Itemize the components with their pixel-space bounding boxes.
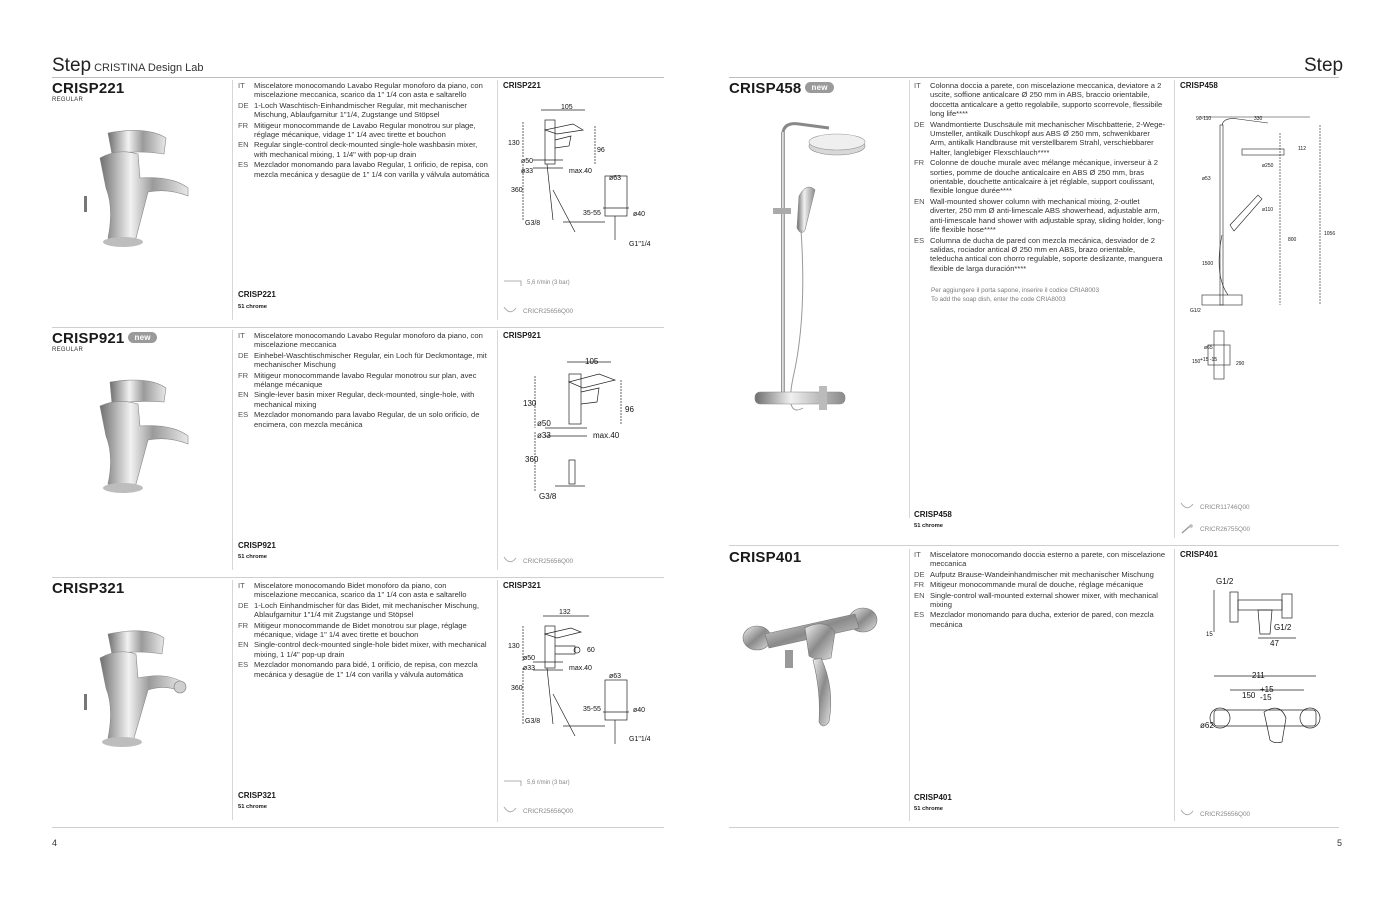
dim-label: +15 xyxy=(1260,685,1274,694)
technical-drawing xyxy=(515,352,645,504)
dim-label: 150 xyxy=(1192,359,1201,365)
dim-label: 47 xyxy=(1270,639,1279,648)
technical-drawing xyxy=(503,100,663,255)
dim-label: max.40 xyxy=(569,665,592,672)
dim-label: 360 xyxy=(511,685,523,692)
product-code: CRISP321 xyxy=(52,580,125,597)
brand-name: Step xyxy=(1304,55,1344,76)
dim-label: max.40 xyxy=(569,168,592,175)
accessory-item: CRICR11746Q00 xyxy=(1180,502,1250,512)
technical-drawing xyxy=(1180,105,1340,395)
hose-icon xyxy=(1180,809,1194,819)
new-badge: new xyxy=(128,332,156,343)
hose-icon xyxy=(1180,502,1194,512)
dim-label: ø50 xyxy=(523,655,536,662)
dim-label: 15 xyxy=(1206,632,1213,638)
dim-label: 35-55 xyxy=(583,706,601,713)
dim-label: ø110 xyxy=(1262,207,1274,213)
product-code: CRISP221 xyxy=(52,80,125,97)
flow-rate: 5,6 ℓ/min (3 bar) xyxy=(503,278,570,287)
dim-label: ø63 xyxy=(609,175,622,182)
dim-label: G1/2 xyxy=(1190,308,1201,314)
column-divider xyxy=(909,80,910,518)
flow-rate: 5,6 ℓ/min (3 bar) xyxy=(503,778,570,787)
hand-shower-icon xyxy=(1180,524,1194,534)
accessory-item: CRICR26755Q00 xyxy=(1180,524,1250,534)
dim-label: G3/8 xyxy=(539,492,557,501)
dim-label: ø33 xyxy=(523,665,536,672)
finish-code: CRISP401 xyxy=(914,793,952,802)
shower-mixer-image xyxy=(735,598,885,738)
page-number: 4 xyxy=(52,838,58,848)
shower-column-image xyxy=(747,118,877,488)
dim-label: 130 xyxy=(508,140,520,147)
dim-label: G1"1/4 xyxy=(629,241,651,248)
hose-icon xyxy=(503,306,517,316)
section-rule xyxy=(52,327,664,328)
left-header-title xyxy=(52,55,204,77)
dim-label: 105 xyxy=(585,357,599,366)
finish-label: 51 chrome xyxy=(914,523,943,529)
product-code: CRISP921 new xyxy=(52,330,157,347)
dim-label: ø62 xyxy=(1200,721,1214,730)
dim-label: 35-55 xyxy=(583,210,601,217)
technical-drawing-title: CRISP401 xyxy=(1180,550,1218,559)
new-badge: new xyxy=(805,82,833,93)
hose-icon xyxy=(503,556,517,566)
header-rule xyxy=(729,77,1339,78)
dim-label: ø40 xyxy=(633,211,646,218)
product-code: CRISP401 xyxy=(729,549,802,566)
basin-mixer-image xyxy=(78,118,198,258)
column-divider xyxy=(497,330,498,570)
product-variant: REGULAR xyxy=(52,97,84,103)
column-divider xyxy=(232,80,233,320)
brand-subtitle: CRISTINA Design Lab xyxy=(94,62,204,74)
accessory-item: CRICR25656Q00 xyxy=(503,306,573,316)
finish-code: CRISP921 xyxy=(238,541,276,550)
column-divider xyxy=(909,549,910,821)
technical-drawing-title: CRISP458 xyxy=(1180,81,1218,90)
dim-label: ø65 xyxy=(1204,345,1213,351)
dim-label: ø63 xyxy=(609,673,622,680)
dim-label: G3/8 xyxy=(525,220,541,227)
hose-icon xyxy=(503,806,517,816)
section-rule xyxy=(729,545,1339,546)
page-number: 5 xyxy=(1337,838,1343,848)
dim-label: 112 xyxy=(1298,146,1306,152)
technical-drawing xyxy=(1200,572,1330,752)
brand-name: Step xyxy=(52,55,92,76)
column-divider xyxy=(497,80,498,320)
technical-drawing-title: CRISP921 xyxy=(503,331,541,340)
bidet-mixer-image xyxy=(78,620,198,755)
finish-code: CRISP221 xyxy=(238,290,276,299)
dim-label: 330 xyxy=(1254,116,1263,122)
footer-rule xyxy=(52,827,664,828)
right-header-title xyxy=(1304,55,1343,77)
dim-label: 130 xyxy=(508,643,520,650)
product-variant: REGULAR xyxy=(52,347,84,353)
dim-label: ø33 xyxy=(521,168,534,175)
dim-label: G3/8 xyxy=(525,718,541,725)
dim-label: ø250 xyxy=(1262,163,1274,169)
section-rule xyxy=(52,577,664,578)
product-descriptions: IT Miscelatore monocomando Lavabo Regular monoforo da piano, con miscelazione meccanica, scarico da 1" 1/4 con asta e saltarello DE 1-Loch Waschtisch-Einhandmischer Regular, mit mechanischer Mischung, Ablaufgarnitur 1"1/4, Zugstange und Stöpsel FR Mitigeur monocommande de Lavabo Regular monotrou sur plage, réglage mécanique, vidage 1" 1/4 avec tirette et bouchon EN Regular single-control deck-mounted single-hole washbasin mixer, with mechanical mixing, 1 1/4" with pop-up drain ES Mezclador monomando para lavabo Regular, 1 orificio, de repisa, con mezcla mecánica y desagüe de 1" 1/4 con varilla y válvula automática xyxy=(238,81,490,179)
dim-label: 360 xyxy=(525,455,539,464)
product-code: CRISP458 new xyxy=(729,80,834,97)
finish-code: CRISP458 xyxy=(914,510,952,519)
technical-drawing xyxy=(503,600,663,755)
dim-label: 1500 xyxy=(1202,261,1214,267)
dim-label: 132 xyxy=(559,609,571,616)
dim-label: ø40 xyxy=(633,707,646,714)
column-divider xyxy=(497,580,498,822)
header-rule xyxy=(52,77,664,78)
technical-drawing-title: CRISP221 xyxy=(503,81,541,90)
accessory-item: CRICR25656Q00 xyxy=(503,556,573,566)
dim-label: +15 -15 xyxy=(1200,357,1218,363)
dim-label: 211 xyxy=(1252,671,1265,680)
column-divider xyxy=(1174,80,1175,538)
dim-label: ø50 xyxy=(521,158,534,165)
finish-label: 51 chrome xyxy=(914,806,943,812)
dim-label: 96 xyxy=(625,405,634,414)
product-descriptions: IT Miscelatore monocomando Bidet monoforo da piano, con miscelazione meccanica, scarico da 1" 1/4 con asta e saltarello DE 1-Loch Einhandmischer für das Bidet, mit mechanischer Mischung, Ablaufgarnitur 1"1/4 mit Zugstange und Stöpsel FR Mitigeur monocommande de Bidet monotrou sur plage, réglage mécanique, vidage 1" 1/4 avec tirette et bouchon EN Single-control deck-mounted single-hole bidet mixer, with mechanical mixing, 1 1/4" pop-up drain ES Mezclador monomando para bidé, 1 orificio, de repisa, con mezcla mecánica y desagüe de 1" 1/4 con varilla y válvula automática xyxy=(238,581,487,679)
dim-label: max.40 xyxy=(593,431,620,440)
dim-label: 1056 xyxy=(1324,231,1336,237)
dim-label: 105 xyxy=(561,104,573,111)
dim-label: 360 xyxy=(511,187,523,194)
footer-rule xyxy=(729,827,1339,828)
dim-label: -15 xyxy=(1260,693,1272,702)
dim-label: ø53 xyxy=(1202,176,1211,182)
product-descriptions: IT Miscelatore monocomando Lavabo Regular monoforo da piano, con miscelazione meccanica DE Einhebel-Waschtischmischer Regular, ein Loch für Deckmontage, mit mechanischer Mischung FR Mitigeur monocommande lavabo Regular monotrou sur plan, avec mélange mécanique EN Single-lever basin mixer Regular, deck-mounted, single-hole, with mechanical mixing ES Mezclador monomando para lavabo Regular, de un solo orificio, de encimera, con mezcla mecánica xyxy=(238,331,487,429)
dim-label: G1/2 xyxy=(1274,623,1292,632)
product-descriptions: IT Colonna doccia a parete, con miscelazione meccanica, deviatore a 2 uscite, soffione anticalcare Ø 250 mm in ABS, braccio orientabile, doccetta anticalcare a getto regolabile, supporto scorrevole, flessibile long life**** DE Wandmontierte Duschsäule mit mechanischer Mischbatterie, 2-Wege-Umsteller, antikalk Duschkopf aus ABS Ø 250 mm, schwenkbarer Arm, antikalk Handbrause mit verstellbarem Strahl, verschiebbarer Halter, langlebiger Flexschlauch**** FR Colonne de douche murale avec mélange mécanique, inverseur à 2 sorties, pomme de douche anticalcaire en ABS Ø 250 mm, bras orientable, douchette anticalcaire à jet réglable, support coulissant, flexible longue durée**** EN Wall-mounted shower column with mechanical mixing, 2-outlet diverter, 250 mm Ø anti-limescale ABS showerhead, adjustable arm, anti-limescale hand shower with adjustable spray, sliding holder, long-life flexible hose**** ES Columna de ducha de pared con mezcla mecánica, desviador de 2 salidas, rociador antical Ø 250 mm en ABS, brazo orientable, teleducha antical con chorro regulable, soporte deslizante, manguera flexible de larga duración**** xyxy=(914,81,1166,273)
product-descriptions: IT Miscelatore monocomando doccia esterno a parete, con miscelazione meccanica DE Aufputz Brause-Wandeinhandmischer mit mechanischer Mischung FR Mitigeur monocommande mural de douche, réglage mécanique EN Single-control wall-mounted external shower mixer, with mechanical mixing ES Mezclador monomando para ducha, exterior de pared, con mezcla mecánica xyxy=(914,550,1166,629)
finish-label: 51 chrome xyxy=(238,804,267,810)
column-divider xyxy=(1174,549,1175,821)
dim-label: 130 xyxy=(523,399,537,408)
dim-label: 96 xyxy=(597,147,605,154)
right-page xyxy=(697,0,1394,901)
finish-label: 51 chrome xyxy=(238,304,267,310)
finish-code: CRISP321 xyxy=(238,791,276,800)
finish-label: 51 chrome xyxy=(238,554,267,560)
dim-label: 290 xyxy=(1236,361,1245,367)
column-divider xyxy=(232,330,233,570)
technical-drawing-title: CRISP321 xyxy=(503,581,541,590)
dim-label: 60 xyxy=(587,647,595,654)
accessory-item: CRICR25656Q00 xyxy=(1180,809,1250,819)
dim-label: G1/2 xyxy=(1216,577,1234,586)
basin-mixer-image xyxy=(78,370,198,500)
dim-label: 90-110 xyxy=(1196,116,1212,122)
accessory-item: CRICR25656Q00 xyxy=(503,806,573,816)
soap-dish-note: Per aggiungere il porta sapone, inserire il codice CRIA8003 To add the soap dish, enter the code CRIA8003 xyxy=(931,287,1100,303)
dim-label: G1"1/4 xyxy=(629,736,651,743)
dim-label: 800 xyxy=(1288,237,1297,243)
faucet-flow-icon xyxy=(503,778,523,787)
faucet-flow-icon xyxy=(503,278,523,287)
dim-label: ø33 xyxy=(537,431,551,440)
column-divider xyxy=(232,580,233,820)
dim-label: ø50 xyxy=(537,419,551,428)
dim-label: 150 xyxy=(1242,691,1256,700)
